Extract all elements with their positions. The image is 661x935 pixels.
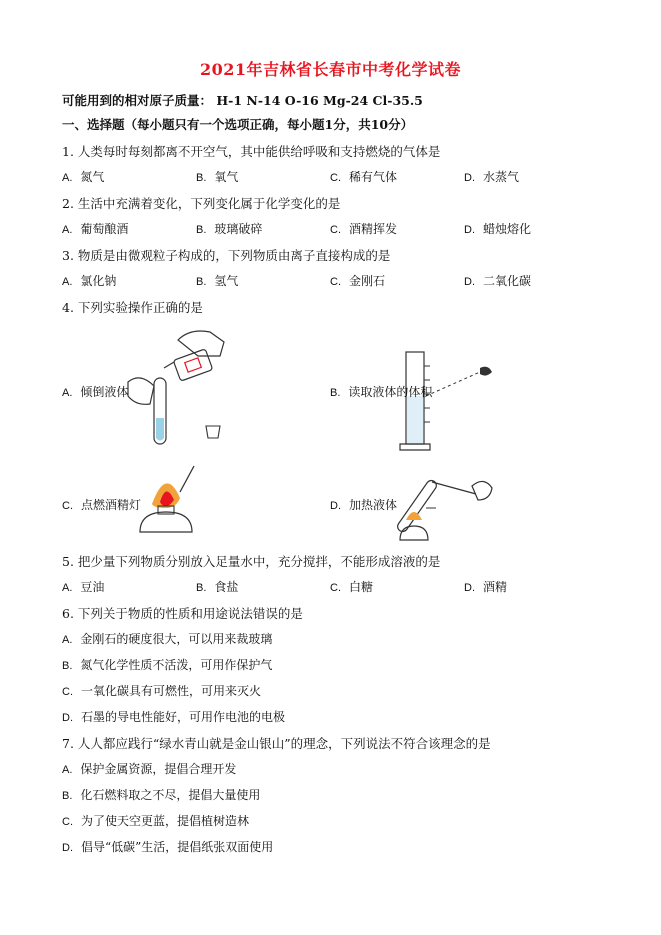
q7-option-b[interactable]: B. 化石燃料取之不尽，提倡大量使用 [62,788,261,802]
q2-option-a[interactable]: A. 葡萄酿酒 [62,222,129,236]
q1-option-d[interactable]: D. 水蒸气 [464,170,520,184]
q6-option-d[interactable]: D. 石墨的导电性能好，可用作电池的电极 [62,710,286,724]
section-heading: 一、选择题（每小题只有一个选项正确，每小题1分，共10分） [62,117,414,132]
atomic-masses: 可能用到的相对原子质量： H-1 N-14 O-16 Mg-24 Cl-35.5 [62,93,423,108]
q2-option-d[interactable]: D. 蜡烛熔化 [464,222,532,236]
question-3-stem: 3. 物质是由微观粒子构成的，下列物质由离子直接构成的是 [62,248,391,263]
question-6-stem: 6. 下列关于物质的性质和用途说法错误的是 [62,606,303,621]
heating-liquid-illustration [396,458,496,542]
q5-option-b[interactable]: B. 食盐 [196,580,239,594]
q5-option-a[interactable]: A. 豆油 [62,580,105,594]
q1-option-b[interactable]: B. 氧气 [196,170,239,184]
q5-option-d[interactable]: D. 酒精 [464,580,508,594]
q6-option-a[interactable]: A. 金刚石的硬度很大，可以用来裁玻璃 [62,632,273,646]
pouring-liquid-illustration [120,322,230,450]
q6-option-b[interactable]: B. 氮气化学性质不活泼，可用作保护气 [62,658,273,672]
q1-option-c[interactable]: C. 稀有气体 [330,170,398,184]
question-1-stem: 1. 人类每时每刻都离不开空气，其中能供给呼吸和支持燃烧的气体是 [62,144,441,159]
q4-option-a[interactable]: A. 倾倒液体 [62,385,129,399]
q3-option-d[interactable]: D. 二氧化碳 [464,274,532,288]
question-5-stem: 5. 把少量下列物质分别放入足量水中，充分搅拌，不能形成溶液的是 [62,554,441,569]
q5-option-c[interactable]: C. 白糖 [330,580,374,594]
question-2-stem: 2. 生活中充满着变化，下列变化属于化学变化的是 [62,196,341,211]
q4-option-b[interactable]: B. 读取液体的体积 [330,385,433,399]
q3-option-b[interactable]: B. 氢气 [196,274,239,288]
q7-option-c[interactable]: C. 为了使天空更蓝，提倡植树造林 [62,814,250,828]
reading-volume-illustration [396,346,502,456]
q4-option-c[interactable]: C. 点燃酒精灯 [62,498,142,512]
question-4-stem: 4. 下列实验操作正确的是 [62,300,203,315]
q2-option-b[interactable]: B. 玻璃破碎 [196,222,263,236]
q4-option-d[interactable]: D. 加热液体 [330,498,398,512]
q3-option-c[interactable]: C. 金刚石 [330,274,386,288]
exam-title: 2021年吉林省长春市中考化学试卷 [199,60,462,79]
q6-option-c[interactable]: C. 一氧化碳具有可燃性，可用来灭火 [62,684,262,698]
q7-option-d[interactable]: D. 倡导“低碳”生活，提倡纸张双面使用 [62,840,274,854]
lighting-lamp-illustration [136,462,198,538]
q3-option-a[interactable]: A. 氯化钠 [62,274,117,288]
question-7-stem: 7. 人人都应践行“绿水青山就是金山银山”的理念，下列说法不符合该理念的是 [62,736,491,751]
q2-option-c[interactable]: C. 酒精挥发 [330,222,398,236]
q7-option-a[interactable]: A. 保护金属资源，提倡合理开发 [62,762,237,776]
q1-option-a[interactable]: A. 氮气 [62,170,105,184]
